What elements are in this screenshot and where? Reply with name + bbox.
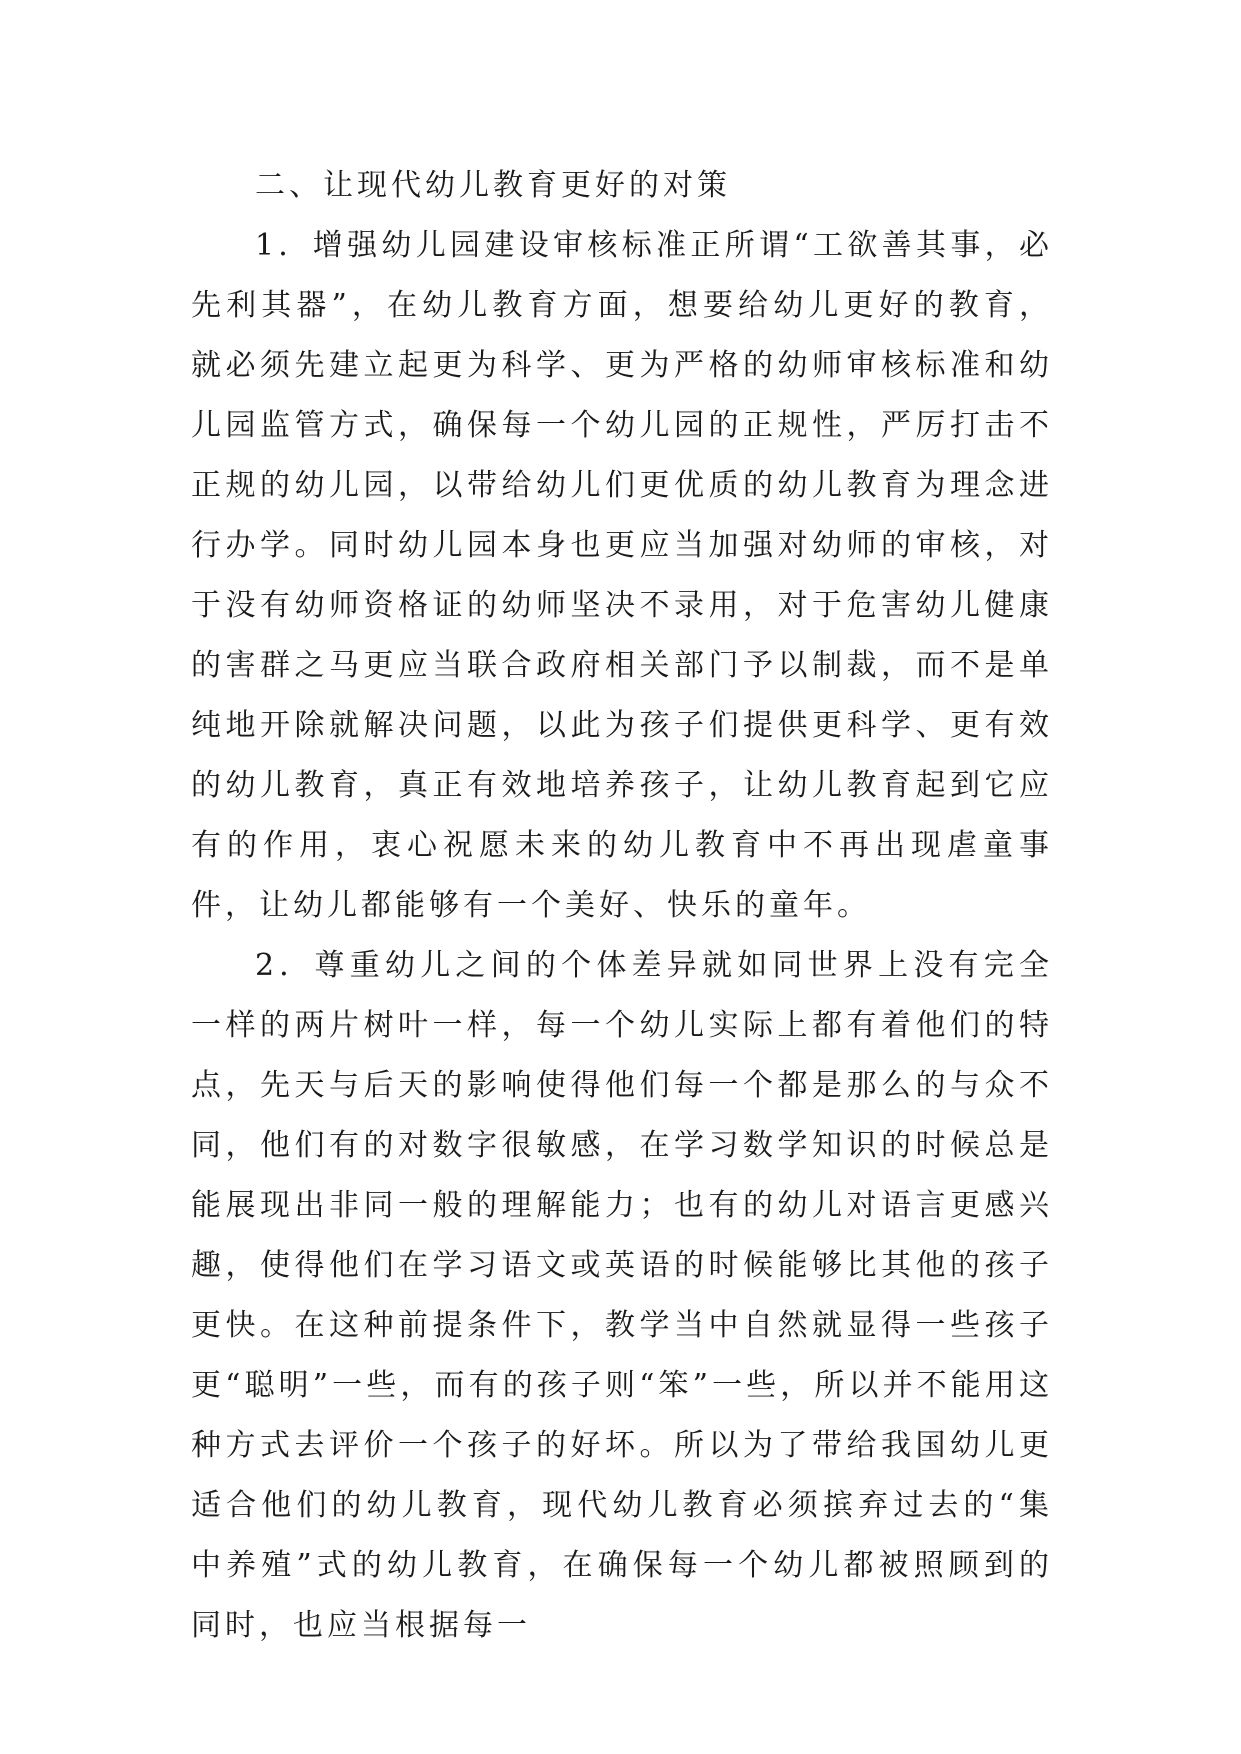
- document-body: [191, 156, 1053, 1656]
- paragraph-2: 2．尊重幼儿之间的个体差异就如同世界上没有完全一样的两片树叶一样，每一个幼儿实际上都有着他们的特点，先天与后天的影响使得他们每一个都是那么的与众不同，他们有的对数字很敏感，在学习数学知识的时候总是能展现出非同一般的理解能力；也有的幼儿对语言更感兴趣，使得他们在学习语文或英语的时候能够比其他的孩子更快。在这种前提条件下，教学当中自然就显得一些孩子更“聪明”一些，而有的孩子则“笨”一些，所以并不能用这种方式去评价一个孩子的好坏。所以为了带给我国幼儿更适合他们的幼儿教育，现代幼儿教育必须摈弃过去的“集中养殖”式的幼儿教育，在确保每一个幼儿都被照顾到的同时，也应当根据每一: [191, 948, 1053, 1643]
- paragraph-1: 1．增强幼儿园建设审核标准正所谓“工欲善其事，必先利其器”，在幼儿教育方面，想要给幼儿更好的教育，就必须先建立起更为科学、更为严格的幼师审核标准和幼儿园监管方式，确保每一个幼儿园的正规性，严厉打击不正规的幼儿园，以带给幼儿们更优质的幼儿教育为理念进行办学。同时幼儿园本身也更应当加强对幼师的审核，对于没有幼师资格证的幼师坚决不录用，对于危害幼儿健康的害群之马更应当联合政府相关部门予以制裁，而不是单纯地开除就解决问题，以此为孩子们提供更科学、更有效的幼儿教育，真正有效地培养孩子，让幼儿教育起到它应有的作用，衷心祝愿未来的幼儿教育中不再出现虐童事件，让幼儿都能够有一个美好、快乐的童年。: [191, 228, 1053, 923]
- section-heading: 二、让现代幼儿教育更好的对策: [255, 168, 731, 203]
